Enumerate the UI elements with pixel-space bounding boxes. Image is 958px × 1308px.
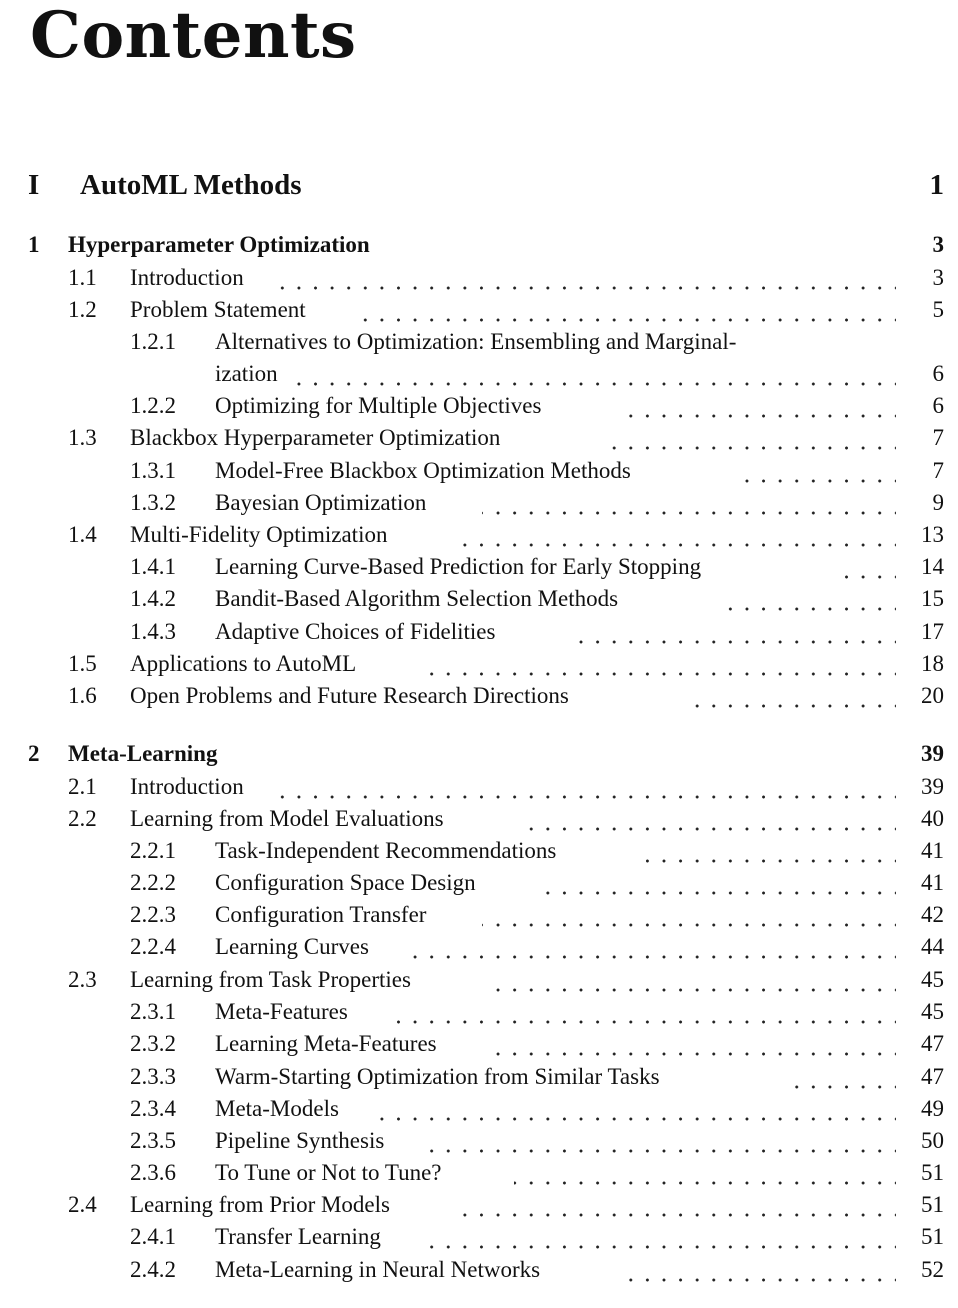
toc-entry-1-4-1[interactable]	[0, 552, 958, 582]
dot-leader	[356, 295, 896, 325]
subsection-page: 9	[932, 490, 944, 515]
section-title: Multi-Fidelity Optimization	[130, 520, 391, 550]
section-page: 45	[921, 967, 944, 992]
chapter-title: Meta-Learning	[68, 741, 218, 766]
toc-entry-1-2[interactable]	[0, 295, 958, 325]
subsection-page: 41	[921, 870, 944, 895]
dot-leader	[784, 1062, 896, 1092]
chapter-page: 39	[921, 741, 944, 766]
dot-leader	[726, 584, 896, 614]
subsection-number: 2.3.2	[130, 1031, 176, 1056]
subsection-page: 49	[921, 1096, 944, 1121]
section-page: 7	[932, 425, 944, 450]
subsection-number: 2.3.5	[130, 1128, 176, 1153]
section-number: 2.3	[68, 967, 97, 992]
section-page: 18	[921, 651, 944, 676]
subsection-number: 2.4.1	[130, 1224, 176, 1249]
dot-leader	[496, 1029, 896, 1059]
toc-entry-1-3[interactable]	[0, 423, 958, 453]
subsection-number: 2.3.6	[130, 1160, 176, 1185]
toc-entry-1-2-1-cont[interactable]	[0, 359, 958, 389]
subsection-title: Learning Curve-Based Prediction for Early Stopping	[215, 552, 705, 582]
dot-leader	[420, 649, 896, 679]
section-title: Learning from Task Properties	[130, 965, 415, 995]
dot-leader	[370, 1094, 896, 1124]
section-page: 13	[921, 522, 944, 547]
toc-chapter-1[interactable]	[0, 230, 958, 260]
section-title: Open Problems and Future Research Directions	[130, 681, 573, 711]
subsection-title: Learning Curves	[215, 932, 373, 962]
page-title: Contents	[30, 0, 357, 73]
subsection-title: Meta-Features	[215, 997, 352, 1027]
part-title: AutoML Methods	[80, 169, 302, 201]
toc-chapter-2[interactable]	[0, 739, 958, 769]
section-title: Learning from Prior Models	[130, 1190, 394, 1220]
section-page: 51	[921, 1192, 944, 1217]
subsection-title: Task-Independent Recommendations	[215, 836, 560, 866]
toc-entry-1-3-2[interactable]	[0, 488, 958, 518]
toc-entry-1-4-3[interactable]	[0, 617, 958, 647]
subsection-title: Optimizing for Multiple Objectives	[215, 391, 545, 421]
subsection-title: Meta-Learning in Neural Networks	[215, 1255, 544, 1285]
chapter-title: Hyperparameter Optimization	[68, 232, 370, 257]
section-number: 1.1	[68, 265, 97, 290]
subsection-page: 15	[921, 586, 944, 611]
dot-leader	[280, 772, 896, 802]
section-number: 1.5	[68, 651, 97, 676]
dot-leader	[296, 359, 896, 389]
toc-entry-2-4-1[interactable]	[0, 1222, 958, 1252]
dot-leader	[600, 423, 896, 453]
section-page: 3	[932, 265, 944, 290]
subsection-number: 2.2.3	[130, 902, 176, 927]
section-title: Introduction	[130, 263, 248, 293]
chapter-number: 1	[28, 232, 40, 257]
dot-leader	[832, 552, 896, 582]
toc-entry-2-3-2[interactable]	[0, 1029, 958, 1059]
subsection-page: 7	[932, 458, 944, 483]
dot-leader	[624, 1255, 896, 1285]
dot-leader	[426, 1222, 896, 1252]
subsection-number: 1.3.1	[130, 458, 176, 483]
toc-entry-1-1[interactable]	[0, 263, 958, 293]
part-page: 1	[929, 169, 944, 201]
toc-entry-1-3-1[interactable]	[0, 456, 958, 486]
section-page: 20	[921, 683, 944, 708]
section-page: 39	[921, 774, 944, 799]
section-title: Applications to AutoML	[130, 649, 360, 679]
section-title: Introduction	[130, 772, 248, 802]
toc-entry-2-3-1[interactable]	[0, 997, 958, 1027]
section-number: 2.1	[68, 774, 97, 799]
subsection-title: Transfer Learning	[215, 1222, 385, 1252]
subsection-page: 41	[921, 838, 944, 863]
dot-leader	[386, 997, 896, 1027]
toc-entry-1-5[interactable]	[0, 649, 958, 679]
subsection-number: 2.2.1	[130, 838, 176, 863]
dot-leader	[460, 1190, 896, 1220]
subsection-number: 2.2.2	[130, 870, 176, 895]
subsection-number: 1.4.1	[130, 554, 176, 579]
subsection-page: 6	[932, 361, 944, 386]
subsection-number: 1.3.2	[130, 490, 176, 515]
toc-entry-1-2-1[interactable]	[0, 327, 958, 357]
subsection-title-continued: ization	[215, 359, 282, 389]
section-number: 2.4	[68, 1192, 97, 1217]
subsection-title: Bandit-Based Algorithm Selection Methods	[215, 584, 622, 614]
subsection-title: Learning Meta-Features	[215, 1029, 441, 1059]
subsection-number: 1.4.3	[130, 619, 176, 644]
subsection-title: Configuration Transfer	[215, 900, 430, 930]
section-page: 40	[921, 806, 944, 831]
dot-leader	[540, 868, 896, 898]
subsection-page: 42	[921, 902, 944, 927]
toc-entry-2-2-2[interactable]	[0, 868, 958, 898]
subsection-title: Pipeline Synthesis	[215, 1126, 388, 1156]
dot-leader	[524, 804, 896, 834]
subsection-number: 2.4.2	[130, 1257, 176, 1282]
subsection-page: 45	[921, 999, 944, 1024]
toc-entry-2-2[interactable]	[0, 804, 958, 834]
subsection-number: 1.2.1	[130, 329, 176, 354]
section-number: 1.3	[68, 425, 97, 450]
toc-entry-1-4-2[interactable]	[0, 584, 958, 614]
subsection-title: Warm-Starting Optimization from Similar Tasks	[215, 1062, 664, 1092]
subsection-number: 2.3.3	[130, 1064, 176, 1089]
subsection-page: 52	[921, 1257, 944, 1282]
section-title: Problem Statement	[130, 295, 310, 325]
subsection-number: 1.4.2	[130, 586, 176, 611]
section-title: Learning from Model Evaluations	[130, 804, 448, 834]
section-number: 1.2	[68, 297, 97, 322]
chapter-page: 3	[932, 232, 944, 257]
toc-entry-2-1[interactable]	[0, 772, 958, 802]
subsection-number: 1.2.2	[130, 393, 176, 418]
subsection-title: Bayesian Optimization	[215, 488, 430, 518]
subsection-number: 2.2.4	[130, 934, 176, 959]
toc-entry-1-4[interactable]	[0, 520, 958, 550]
dot-leader	[646, 836, 896, 866]
subsection-page: 50	[921, 1128, 944, 1153]
subsection-page: 44	[921, 934, 944, 959]
toc-entry-2-3-5[interactable]	[0, 1126, 958, 1156]
dot-leader	[566, 617, 896, 647]
toc-entry-2-2-1[interactable]	[0, 836, 958, 866]
section-number: 1.6	[68, 683, 97, 708]
dot-leader	[430, 1126, 896, 1156]
dot-leader	[514, 1158, 896, 1188]
toc-entry-2-3-4[interactable]	[0, 1094, 958, 1124]
toc-entry-2-4[interactable]	[0, 1190, 958, 1220]
dot-leader	[492, 965, 896, 995]
subsection-page: 51	[921, 1160, 944, 1185]
section-page: 5	[932, 297, 944, 322]
toc-entry-2-2-3[interactable]	[0, 900, 958, 930]
section-title: Blackbox Hyperparameter Optimization	[130, 423, 504, 453]
section-number: 2.2	[68, 806, 97, 831]
toc-entry-2-3-3[interactable]	[0, 1062, 958, 1092]
toc-part-1[interactable]	[0, 165, 958, 205]
subsection-page: 47	[921, 1031, 944, 1056]
chapter-number: 2	[28, 741, 40, 766]
toc-entry-2-3-6[interactable]	[0, 1158, 958, 1188]
dot-leader	[410, 932, 896, 962]
dot-leader	[482, 488, 896, 518]
toc-entry-2-3[interactable]	[0, 965, 958, 995]
subsection-page: 6	[932, 393, 944, 418]
subsection-title: Alternatives to Optimization: Ensembling and Marginal-	[215, 327, 740, 357]
part-number: I	[28, 169, 40, 201]
toc-entry-1-6[interactable]	[0, 681, 958, 711]
subsection-page: 17	[921, 619, 944, 644]
subsection-title: Adaptive Choices of Fidelities	[215, 617, 499, 647]
subsection-page: 47	[921, 1064, 944, 1089]
subsection-page: 51	[921, 1224, 944, 1249]
toc-entry-1-2-2[interactable]	[0, 391, 958, 421]
subsection-title: Meta-Models	[215, 1094, 343, 1124]
dot-leader	[736, 456, 896, 486]
subsection-page: 14	[921, 554, 944, 579]
subsection-title: Configuration Space Design	[215, 868, 480, 898]
dot-leader	[458, 520, 896, 550]
dot-leader	[280, 263, 896, 293]
dot-leader	[690, 681, 896, 711]
dot-leader	[482, 900, 896, 930]
subsection-number: 2.3.1	[130, 999, 176, 1024]
subsection-title: To Tune or Not to Tune?	[215, 1158, 446, 1188]
dot-leader	[626, 391, 896, 421]
section-number: 1.4	[68, 522, 97, 547]
subsection-number: 2.3.4	[130, 1096, 176, 1121]
subsection-title: Model-Free Blackbox Optimization Methods	[215, 456, 635, 486]
toc-entry-2-4-2[interactable]	[0, 1255, 958, 1285]
toc-entry-2-2-4[interactable]	[0, 932, 958, 962]
